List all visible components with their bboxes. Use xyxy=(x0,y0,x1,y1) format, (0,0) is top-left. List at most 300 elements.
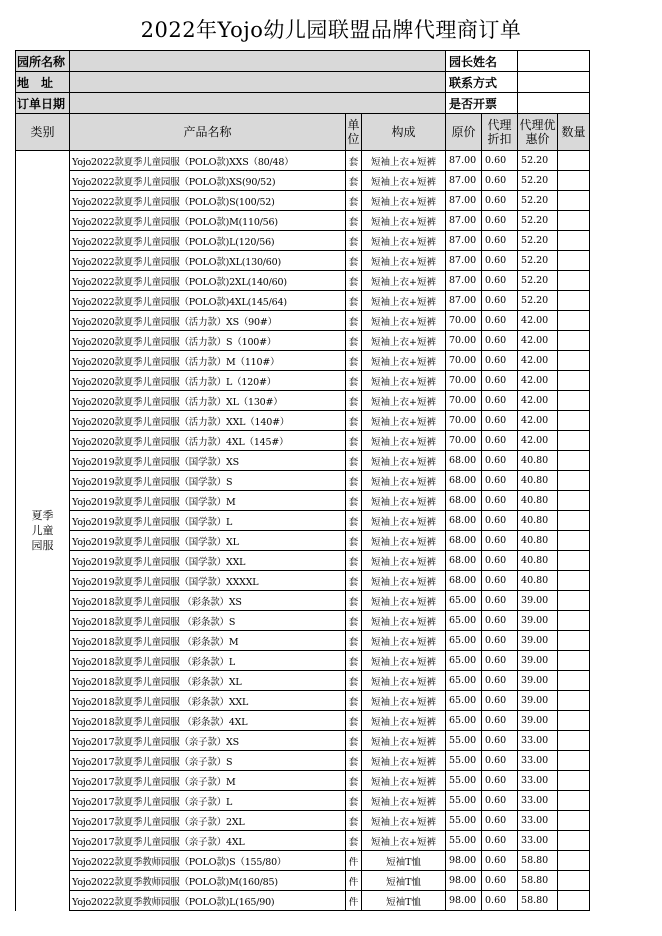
table-row xyxy=(16,351,590,371)
product-name-cell: Yojo2018款夏季儿童园服 （彩条款）M xyxy=(70,631,346,651)
agent-price-cell: 42.00 xyxy=(518,391,558,411)
header-unit-line1: 单 xyxy=(347,118,360,132)
quantity-input-cell[interactable] xyxy=(558,231,590,251)
quantity-input-cell[interactable] xyxy=(558,571,590,591)
product-name-cell: Yojo2019款夏季儿童园服（国学款）M xyxy=(70,491,346,511)
discount-cell: 0.60 xyxy=(482,791,518,811)
header-agent-price xyxy=(518,114,558,151)
agent-price-cell: 39.00 xyxy=(518,691,558,711)
quantity-input-cell[interactable] xyxy=(558,391,590,411)
agent-price-cell: 42.00 xyxy=(518,411,558,431)
discount-cell: 0.60 xyxy=(482,891,518,911)
agent-price-cell: 40.80 xyxy=(518,511,558,531)
agent-price-cell: 39.00 xyxy=(518,611,558,631)
composition-cell: 短袖上衣+短裤 xyxy=(362,331,446,351)
discount-cell: 0.60 xyxy=(482,811,518,831)
kindergarten-name-field[interactable] xyxy=(70,51,446,72)
quantity-input-cell[interactable] xyxy=(558,611,590,631)
agent-price-cell: 39.00 xyxy=(518,591,558,611)
product-name-cell: Yojo2018款夏季儿童园服 （彩条款）XS xyxy=(70,591,346,611)
composition-cell: 短袖T恤 xyxy=(362,851,446,871)
product-name-cell: Yojo2020款夏季儿童园服（活力款）L（120#） xyxy=(70,371,346,391)
unit-cell: 套 xyxy=(346,431,362,451)
agent-price-cell: 40.80 xyxy=(518,471,558,491)
agent-price-cell: 33.00 xyxy=(518,771,558,791)
quantity-input-cell[interactable] xyxy=(558,851,590,871)
discount-cell: 0.60 xyxy=(482,231,518,251)
unit-cell: 件 xyxy=(346,851,362,871)
agent-price-cell: 52.20 xyxy=(518,231,558,251)
order-date-field[interactable] xyxy=(70,93,446,114)
discount-cell: 0.60 xyxy=(482,251,518,271)
quantity-input-cell[interactable] xyxy=(558,511,590,531)
category-cell xyxy=(16,151,70,911)
original-price-cell: 55.00 xyxy=(446,791,482,811)
composition-cell: 短袖上衣+短裤 xyxy=(362,591,446,611)
original-price-cell: 68.00 xyxy=(446,471,482,491)
product-name-cell: Yojo2019款夏季儿童园服（国学款）XL xyxy=(70,531,346,551)
header-agent-discount xyxy=(482,114,518,151)
composition-cell: 短袖上衣+短裤 xyxy=(362,631,446,651)
original-price-cell: 70.00 xyxy=(446,411,482,431)
unit-cell: 套 xyxy=(346,731,362,751)
unit-cell: 套 xyxy=(346,551,362,571)
table-row xyxy=(16,371,590,391)
table-row xyxy=(16,391,590,411)
discount-cell: 0.60 xyxy=(482,531,518,551)
quantity-input-cell[interactable] xyxy=(558,271,590,291)
unit-cell: 套 xyxy=(346,391,362,411)
original-price-cell: 70.00 xyxy=(446,391,482,411)
composition-cell: 短袖上衣+短裤 xyxy=(362,231,446,251)
composition-cell: 短袖T恤 xyxy=(362,891,446,911)
original-price-cell: 70.00 xyxy=(446,331,482,351)
unit-cell: 套 xyxy=(346,451,362,471)
composition-cell: 短袖上衣+短裤 xyxy=(362,551,446,571)
unit-cell: 套 xyxy=(346,751,362,771)
quantity-input-cell[interactable] xyxy=(558,291,590,311)
page-title: 2022年Yojo幼儿园联盟品牌代理商订单 xyxy=(140,18,522,42)
unit-cell: 套 xyxy=(346,411,362,431)
original-price-cell: 65.00 xyxy=(446,631,482,651)
header-discount-line1: 代理 xyxy=(487,118,512,132)
quantity-input-cell[interactable] xyxy=(558,211,590,231)
discount-cell: 0.60 xyxy=(482,591,518,611)
composition-cell: 短袖上衣+短裤 xyxy=(362,271,446,291)
agent-price-cell: 52.20 xyxy=(518,251,558,271)
original-price-cell: 98.00 xyxy=(446,851,482,871)
table-row xyxy=(16,791,590,811)
agent-price-cell: 52.20 xyxy=(518,291,558,311)
original-price-cell: 65.00 xyxy=(446,611,482,631)
original-price-cell: 65.00 xyxy=(446,691,482,711)
product-name-cell: Yojo2020款夏季儿童园服（活力款）4XL（145#） xyxy=(70,431,346,451)
agent-price-cell: 58.80 xyxy=(518,891,558,911)
header-agent-price-line1: 代理优 xyxy=(519,118,556,132)
composition-cell: 短袖上衣+短裤 xyxy=(362,471,446,491)
original-price-cell: 55.00 xyxy=(446,771,482,791)
product-name-cell: Yojo2022款夏季儿童园服（POLO款)S(100/52) xyxy=(70,191,346,211)
quantity-input-cell[interactable] xyxy=(558,311,590,331)
contact-label: 联系方式 xyxy=(446,72,518,93)
original-price-cell: 55.00 xyxy=(446,731,482,751)
address-label: 地 址 xyxy=(16,72,70,93)
composition-cell: 短袖上衣+短裤 xyxy=(362,311,446,331)
composition-cell: 短袖上衣+短裤 xyxy=(362,431,446,451)
quantity-input-cell[interactable] xyxy=(558,251,590,271)
unit-cell: 套 xyxy=(346,271,362,291)
table-row xyxy=(16,471,590,491)
unit-cell: 套 xyxy=(346,791,362,811)
original-price-cell: 87.00 xyxy=(446,231,482,251)
discount-cell: 0.60 xyxy=(482,871,518,891)
discount-cell: 0.60 xyxy=(482,291,518,311)
table-row xyxy=(16,231,590,251)
product-name-cell: Yojo2020款夏季儿童园服（活力款）XXL（140#） xyxy=(70,411,346,431)
product-name-cell: Yojo2018款夏季儿童园服 （彩条款）S xyxy=(70,611,346,631)
composition-cell: 短袖上衣+短裤 xyxy=(362,691,446,711)
agent-price-cell: 39.00 xyxy=(518,651,558,671)
product-name-cell: Yojo2020款夏季儿童园服（活力款）S（100#） xyxy=(70,331,346,351)
unit-cell: 套 xyxy=(346,331,362,351)
product-name-cell: Yojo2019款夏季儿童园服（国学款）XXL xyxy=(70,551,346,571)
original-price-cell: 65.00 xyxy=(446,591,482,611)
product-name-cell: Yojo2019款夏季儿童园服（国学款）S xyxy=(70,471,346,491)
agent-price-cell: 40.80 xyxy=(518,491,558,511)
category-line: 夏季 xyxy=(31,509,54,523)
quantity-input-cell[interactable] xyxy=(558,471,590,491)
original-price-cell: 68.00 xyxy=(446,551,482,571)
product-rows xyxy=(16,151,590,911)
original-price-cell: 65.00 xyxy=(446,711,482,731)
table-row xyxy=(16,291,590,311)
composition-cell: 短袖上衣+短裤 xyxy=(362,671,446,691)
composition-cell: 短袖上衣+短裤 xyxy=(362,151,446,171)
unit-cell: 套 xyxy=(346,371,362,391)
discount-cell: 0.60 xyxy=(482,151,518,171)
product-name-cell: Yojo2019款夏季儿童园服（国学款）XXXXL xyxy=(70,571,346,591)
discount-cell: 0.60 xyxy=(482,851,518,871)
order-table xyxy=(15,50,590,911)
agent-price-cell: 40.80 xyxy=(518,571,558,591)
discount-cell: 0.60 xyxy=(482,391,518,411)
unit-cell: 套 xyxy=(346,611,362,631)
table-row xyxy=(16,891,590,911)
agent-price-cell: 39.00 xyxy=(518,631,558,651)
unit-cell: 套 xyxy=(346,151,362,171)
header-unit-line2: 位 xyxy=(347,132,360,146)
quantity-input-cell[interactable] xyxy=(558,691,590,711)
unit-cell: 套 xyxy=(346,231,362,251)
product-name-cell: Yojo2018款夏季儿童园服 （彩条款）XL xyxy=(70,671,346,691)
original-price-cell: 87.00 xyxy=(446,171,482,191)
quantity-input-cell[interactable] xyxy=(558,771,590,791)
unit-cell: 套 xyxy=(346,211,362,231)
quantity-input-cell[interactable] xyxy=(558,711,590,731)
unit-cell: 套 xyxy=(346,531,362,551)
product-name-cell: Yojo2022款夏季儿童园服（POLO款)4XL(145/64) xyxy=(70,291,346,311)
product-name-cell: Yojo2022款夏季儿童园服（POLO款)XXS（80/48） xyxy=(70,151,346,171)
composition-cell: 短袖上衣+短裤 xyxy=(362,611,446,631)
agent-price-cell: 40.80 xyxy=(518,451,558,471)
quantity-input-cell[interactable] xyxy=(558,371,590,391)
quantity-input-cell[interactable] xyxy=(558,751,590,771)
agent-price-cell: 42.00 xyxy=(518,371,558,391)
agent-price-cell: 33.00 xyxy=(518,831,558,851)
product-name-cell: Yojo2017款夏季儿童园服（亲子款）S xyxy=(70,751,346,771)
discount-cell: 0.60 xyxy=(482,551,518,571)
discount-cell: 0.60 xyxy=(482,651,518,671)
agent-price-cell: 42.00 xyxy=(518,431,558,451)
agent-price-cell: 33.00 xyxy=(518,791,558,811)
table-row xyxy=(16,271,590,291)
header-agent-price-line2: 惠价 xyxy=(525,132,550,146)
unit-cell: 套 xyxy=(346,351,362,371)
composition-cell: 短袖上衣+短裤 xyxy=(362,531,446,551)
principal-name-label: 园长姓名 xyxy=(446,51,518,72)
agent-price-cell: 52.20 xyxy=(518,191,558,211)
header-product-name: 产品名称 xyxy=(70,114,346,151)
product-name-cell: Yojo2017款夏季儿童园服（亲子款）4XL xyxy=(70,831,346,851)
header-composition: 构成 xyxy=(362,114,446,151)
agent-price-cell: 52.20 xyxy=(518,171,558,191)
quantity-input-cell[interactable] xyxy=(558,451,590,471)
agent-price-cell: 52.20 xyxy=(518,271,558,291)
quantity-input-cell[interactable] xyxy=(558,171,590,191)
discount-cell: 0.60 xyxy=(482,331,518,351)
original-price-cell: 98.00 xyxy=(446,871,482,891)
unit-cell: 套 xyxy=(346,831,362,851)
unit-cell: 套 xyxy=(346,711,362,731)
discount-cell: 0.60 xyxy=(482,171,518,191)
discount-cell: 0.60 xyxy=(482,751,518,771)
composition-cell: 短袖上衣+短裤 xyxy=(362,451,446,471)
unit-cell: 套 xyxy=(346,651,362,671)
discount-cell: 0.60 xyxy=(482,411,518,431)
discount-cell: 0.60 xyxy=(482,271,518,291)
composition-cell: 短袖上衣+短裤 xyxy=(362,791,446,811)
table-row xyxy=(16,511,590,531)
contact-field[interactable] xyxy=(518,72,590,93)
original-price-cell: 65.00 xyxy=(446,651,482,671)
table-row xyxy=(16,451,590,471)
table-row xyxy=(16,751,590,771)
order-info-section xyxy=(16,51,590,114)
original-price-cell: 87.00 xyxy=(446,151,482,171)
table-row xyxy=(16,191,590,211)
agent-price-cell: 42.00 xyxy=(518,331,558,351)
unit-cell: 套 xyxy=(346,311,362,331)
order-date-label: 订单日期 xyxy=(16,93,70,114)
quantity-input-cell[interactable] xyxy=(558,151,590,171)
discount-cell: 0.60 xyxy=(482,471,518,491)
original-price-cell: 70.00 xyxy=(446,371,482,391)
composition-cell: 短袖上衣+短裤 xyxy=(362,171,446,191)
table-row xyxy=(16,731,590,751)
unit-cell: 套 xyxy=(346,571,362,591)
composition-cell: 短袖上衣+短裤 xyxy=(362,511,446,531)
original-price-cell: 87.00 xyxy=(446,251,482,271)
category-line: 园服 xyxy=(31,539,54,553)
agent-price-cell: 33.00 xyxy=(518,811,558,831)
table-row xyxy=(16,171,590,191)
product-name-cell: Yojo2020款夏季儿童园服（活力款）XS（90#） xyxy=(70,311,346,331)
original-price-cell: 55.00 xyxy=(446,811,482,831)
product-name-cell: Yojo2019款夏季儿童园服（国学款）XS xyxy=(70,451,346,471)
discount-cell: 0.60 xyxy=(482,571,518,591)
original-price-cell: 68.00 xyxy=(446,491,482,511)
table-row xyxy=(16,571,590,591)
product-name-cell: Yojo2020款夏季儿童园服（活力款）M（110#） xyxy=(70,351,346,371)
quantity-input-cell[interactable] xyxy=(558,191,590,211)
unit-cell: 套 xyxy=(346,811,362,831)
table-row xyxy=(16,491,590,511)
unit-cell: 套 xyxy=(346,591,362,611)
discount-cell: 0.60 xyxy=(482,351,518,371)
discount-cell: 0.60 xyxy=(482,371,518,391)
product-name-cell: Yojo2017款夏季儿童园服（亲子款）XS xyxy=(70,731,346,751)
invoice-label: 是否开票 xyxy=(446,93,518,114)
header-quantity: 数量 xyxy=(558,114,590,151)
original-price-cell: 87.00 xyxy=(446,191,482,211)
original-price-cell: 55.00 xyxy=(446,751,482,771)
discount-cell: 0.60 xyxy=(482,611,518,631)
table-row xyxy=(16,611,590,631)
unit-cell: 套 xyxy=(346,491,362,511)
composition-cell: 短袖上衣+短裤 xyxy=(362,711,446,731)
agent-price-cell: 52.20 xyxy=(518,151,558,171)
table-row xyxy=(16,591,590,611)
composition-cell: 短袖上衣+短裤 xyxy=(362,731,446,751)
composition-cell: 短袖上衣+短裤 xyxy=(362,371,446,391)
discount-cell: 0.60 xyxy=(482,431,518,451)
discount-cell: 0.60 xyxy=(482,831,518,851)
composition-cell: 短袖上衣+短裤 xyxy=(362,771,446,791)
quantity-input-cell[interactable] xyxy=(558,671,590,691)
quantity-input-cell[interactable] xyxy=(558,631,590,651)
composition-cell: 短袖上衣+短裤 xyxy=(362,651,446,671)
unit-cell: 套 xyxy=(346,471,362,491)
quantity-input-cell[interactable] xyxy=(558,491,590,511)
original-price-cell: 87.00 xyxy=(446,211,482,231)
table-row xyxy=(16,651,590,671)
unit-cell: 件 xyxy=(346,891,362,911)
composition-cell: 短袖上衣+短裤 xyxy=(362,751,446,771)
principal-name-field[interactable] xyxy=(518,51,590,72)
unit-cell: 套 xyxy=(346,631,362,651)
unit-cell: 套 xyxy=(346,771,362,791)
table-row xyxy=(16,711,590,731)
unit-cell: 件 xyxy=(346,871,362,891)
header-category: 类别 xyxy=(16,114,70,151)
product-name-cell: Yojo2018款夏季儿童园服 （彩条款）XXL xyxy=(70,691,346,711)
composition-cell: 短袖上衣+短裤 xyxy=(362,831,446,851)
composition-cell: 短袖上衣+短裤 xyxy=(362,391,446,411)
product-name-cell: Yojo2022款夏季教师园服（POLO款)L(165/90) xyxy=(70,891,346,911)
original-price-cell: 98.00 xyxy=(446,891,482,911)
table-row xyxy=(16,631,590,651)
quantity-input-cell[interactable] xyxy=(558,551,590,571)
quantity-input-cell[interactable] xyxy=(558,351,590,371)
table-row xyxy=(16,251,590,271)
original-price-cell: 70.00 xyxy=(446,431,482,451)
quantity-input-cell[interactable] xyxy=(558,591,590,611)
original-price-cell: 68.00 xyxy=(446,531,482,551)
discount-cell: 0.60 xyxy=(482,691,518,711)
quantity-input-cell[interactable] xyxy=(558,811,590,831)
agent-price-cell: 58.80 xyxy=(518,851,558,871)
agent-price-cell: 42.00 xyxy=(518,311,558,331)
quantity-input-cell[interactable] xyxy=(558,831,590,851)
quantity-input-cell[interactable] xyxy=(558,891,590,911)
table-row xyxy=(16,871,590,891)
discount-cell: 0.60 xyxy=(482,671,518,691)
discount-cell: 0.60 xyxy=(482,311,518,331)
quantity-input-cell[interactable] xyxy=(558,331,590,351)
original-price-cell: 68.00 xyxy=(446,451,482,471)
discount-cell: 0.60 xyxy=(482,771,518,791)
quantity-input-cell[interactable] xyxy=(558,651,590,671)
table-row xyxy=(16,151,590,171)
composition-cell: 短袖上衣+短裤 xyxy=(362,571,446,591)
agent-price-cell: 42.00 xyxy=(518,351,558,371)
header-original-price: 原价 xyxy=(446,114,482,151)
discount-cell: 0.60 xyxy=(482,491,518,511)
original-price-cell: 68.00 xyxy=(446,511,482,531)
product-name-cell: Yojo2020款夏季儿童园服（活力款）XL（130#） xyxy=(70,391,346,411)
original-price-cell: 55.00 xyxy=(446,831,482,851)
header-unit xyxy=(346,114,362,151)
product-name-cell: Yojo2022款夏季儿童园服（POLO款)XS(90/52) xyxy=(70,171,346,191)
original-price-cell: 68.00 xyxy=(446,571,482,591)
composition-cell: 短袖上衣+短裤 xyxy=(362,351,446,371)
composition-cell: 短袖上衣+短裤 xyxy=(362,291,446,311)
quantity-input-cell[interactable] xyxy=(558,531,590,551)
original-price-cell: 87.00 xyxy=(446,291,482,311)
product-name-cell: Yojo2022款夏季教师园服（POLO款)M(160/85) xyxy=(70,871,346,891)
product-name-cell: Yojo2017款夏季儿童园服（亲子款）M xyxy=(70,771,346,791)
unit-cell: 套 xyxy=(346,251,362,271)
composition-cell: 短袖上衣+短裤 xyxy=(362,251,446,271)
discount-cell: 0.60 xyxy=(482,191,518,211)
table-row xyxy=(16,311,590,331)
product-name-cell: Yojo2018款夏季儿童园服 （彩条款）L xyxy=(70,651,346,671)
quantity-input-cell[interactable] xyxy=(558,731,590,751)
composition-cell: 短袖上衣+短裤 xyxy=(362,411,446,431)
quantity-input-cell[interactable] xyxy=(558,411,590,431)
invoice-field[interactable] xyxy=(518,93,590,114)
product-name-cell: Yojo2022款夏季儿童园服（POLO款)XL(130/60) xyxy=(70,251,346,271)
product-name-cell: Yojo2017款夏季儿童园服（亲子款）L xyxy=(70,791,346,811)
kindergarten-name-label: 园所名称 xyxy=(16,51,70,72)
table-row xyxy=(16,771,590,791)
agent-price-cell: 40.80 xyxy=(518,551,558,571)
table-row xyxy=(16,211,590,231)
table-row xyxy=(16,431,590,451)
quantity-input-cell[interactable] xyxy=(558,791,590,811)
address-field[interactable] xyxy=(70,72,446,93)
table-row xyxy=(16,691,590,711)
product-name-cell: Yojo2022款夏季教师园服（POLO款)S（155/80） xyxy=(70,851,346,871)
original-price-cell: 70.00 xyxy=(446,351,482,371)
product-name-cell: Yojo2022款夏季儿童园服（POLO款)M(110/56) xyxy=(70,211,346,231)
table-row xyxy=(16,811,590,831)
table-row xyxy=(16,671,590,691)
quantity-input-cell[interactable] xyxy=(558,431,590,451)
discount-cell: 0.60 xyxy=(482,711,518,731)
quantity-input-cell[interactable] xyxy=(558,871,590,891)
product-name-cell: Yojo2022款夏季儿童园服（POLO款)2XL(140/60) xyxy=(70,271,346,291)
